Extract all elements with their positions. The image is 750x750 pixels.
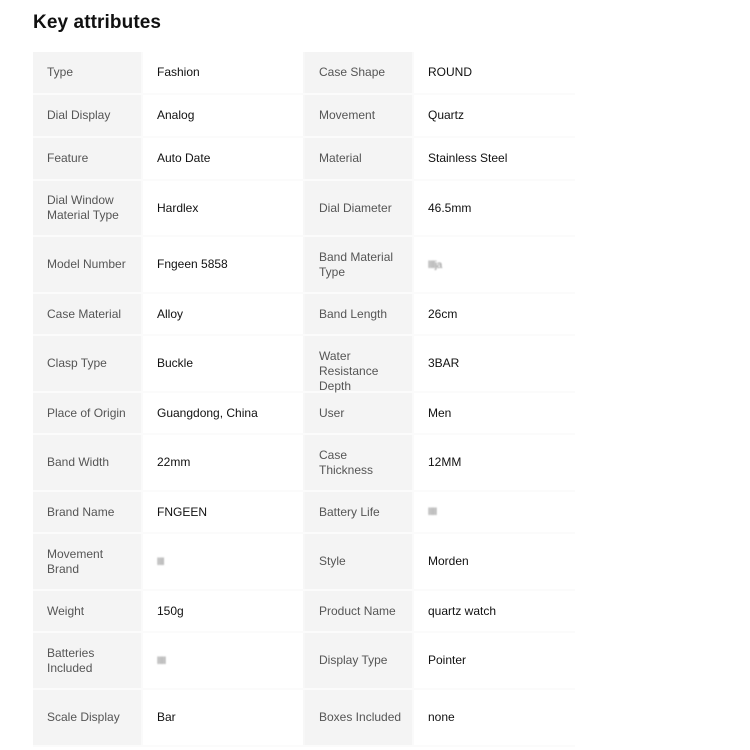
attribute-label [33, 335, 142, 392]
attribute-label [304, 632, 413, 689]
attribute-row [33, 392, 575, 434]
attribute-value [413, 335, 575, 392]
attribute-label [304, 180, 413, 236]
attribute-label-text: Display Type [319, 653, 388, 667]
attribute-value [142, 293, 304, 335]
attribute-label [33, 236, 142, 293]
attribute-row [33, 632, 575, 689]
attribute-value-text: Quartz [428, 108, 465, 122]
attributes-table-body [33, 52, 575, 746]
attribute-label [33, 137, 142, 180]
attribute-value [142, 533, 304, 590]
attribute-label-text: Case Material [47, 306, 122, 321]
attribute-label-text: Dial Diameter [319, 200, 392, 215]
attribute-value [413, 632, 575, 689]
attribute-row [33, 293, 575, 335]
attribute-value-text: 46.5mm [428, 200, 472, 215]
attribute-value-text: Auto Date [157, 151, 211, 165]
attribute-label-text: Band Material Type [319, 249, 394, 279]
attribute-label [33, 293, 142, 335]
attribute-value-text: 150g [157, 603, 184, 618]
attribute-value-text: Hardlex [157, 200, 199, 215]
attribute-value [413, 392, 575, 434]
attribute-row [33, 491, 575, 533]
attribute-value [413, 94, 575, 137]
attribute-row [33, 52, 575, 94]
attribute-label-text: Product Name [319, 603, 396, 618]
attribute-value [413, 434, 575, 491]
attribute-label [304, 335, 413, 392]
attribute-value-text: Fashion [157, 65, 200, 79]
attribute-value-text: 3BAR [428, 356, 460, 370]
attribute-value-text: Fngeen 5858 [157, 257, 228, 271]
section-heading: Key attributes [33, 12, 162, 33]
attribute-label-text: Case Shape [319, 65, 386, 79]
attribute-value [142, 94, 304, 137]
attribute-row [33, 94, 575, 137]
attribute-label [304, 491, 413, 533]
attribute-row [33, 137, 575, 180]
attribute-label-text: Place of Origin [47, 405, 126, 420]
attribute-label-text: Movement [319, 108, 376, 122]
attribute-value [142, 180, 304, 236]
attribute-label-text: Boxes Included [319, 710, 402, 724]
attribute-value [142, 632, 304, 689]
attribute-value-text: Alloy [157, 306, 184, 321]
attribute-label-text: Material [319, 151, 362, 165]
attribute-row [33, 533, 575, 590]
attribute-value-text: FNGEEN [157, 504, 208, 519]
attribute-label [33, 491, 142, 533]
attribute-label-text: Batteries Included [47, 645, 95, 675]
attribute-label-text: Brand Name [47, 504, 115, 519]
attribute-label-text: Band Length [319, 306, 388, 321]
attribute-label-text: Water Resistance Depth [319, 348, 379, 393]
attribute-value [413, 236, 575, 293]
attribute-value [413, 180, 575, 236]
attribute-label-text: Type [47, 65, 74, 79]
attribute-value [413, 137, 575, 180]
attribute-value [142, 689, 304, 746]
attribute-row [33, 434, 575, 491]
attribute-value-text: Stainless Steel [428, 151, 508, 165]
attributes-table [33, 52, 575, 747]
attribute-value-text: Guangdong, China [157, 405, 258, 420]
attribute-label-text: Weight [47, 603, 85, 618]
attribute-label [33, 392, 142, 434]
attribute-label-text: Band Width [47, 455, 110, 469]
attribute-value-text: none [428, 710, 455, 724]
attribute-label [304, 94, 413, 137]
attribute-label-text: Style [319, 554, 346, 568]
obscured-value: llll [157, 556, 164, 568]
attribute-value [413, 52, 575, 94]
attribute-value [142, 434, 304, 491]
attribute-value [413, 491, 575, 533]
attribute-value [142, 236, 304, 293]
attribute-label [33, 590, 142, 632]
attribute-value-text: quartz watch [428, 603, 497, 618]
attribute-value [142, 52, 304, 94]
attribute-label [33, 632, 142, 689]
attribute-label-text: Movement Brand [47, 546, 104, 576]
attribute-label-text: Feature [47, 151, 89, 165]
attribute-label [304, 434, 413, 491]
attribute-value-text: 26cm [428, 306, 458, 321]
attribute-label [304, 689, 413, 746]
attribute-label [304, 392, 413, 434]
attribute-row [33, 335, 575, 392]
attribute-label [33, 689, 142, 746]
attribute-value [413, 590, 575, 632]
attribute-value-text: Men [428, 405, 452, 420]
attribute-label [304, 137, 413, 180]
attribute-row [33, 236, 575, 293]
attribute-label-text: Model Number [47, 257, 126, 271]
obscured-value: lllll [428, 507, 437, 518]
attribute-value [142, 392, 304, 434]
obscured-value: lllll [157, 655, 166, 667]
attribute-value [142, 335, 304, 392]
attribute-row [33, 180, 575, 236]
attribute-label [33, 94, 142, 137]
attribute-value-text: 12MM [428, 455, 462, 469]
attribute-value [142, 590, 304, 632]
attribute-label [304, 52, 413, 94]
attribute-value-text: ROUND [428, 65, 472, 79]
attribute-value-text: Pointer [428, 653, 467, 667]
attribute-label [33, 434, 142, 491]
attribute-label [304, 533, 413, 590]
obscured-value: llllja [428, 259, 442, 271]
attribute-value [413, 293, 575, 335]
attribute-value-text: Buckle [157, 356, 194, 370]
attribute-label-text: Clasp Type [47, 356, 107, 370]
attribute-row [33, 590, 575, 632]
attribute-label [304, 236, 413, 293]
attribute-value-text: 22mm [157, 455, 191, 469]
attribute-label [304, 590, 413, 632]
attribute-value-text: Morden [428, 554, 469, 568]
attribute-label [33, 180, 142, 236]
attribute-label-text: Dial Display [47, 108, 111, 122]
attribute-label [33, 533, 142, 590]
attribute-label-text: Case Thickness [319, 447, 374, 477]
attribute-label-text: Dial Window Material Type [47, 193, 119, 222]
attribute-value [142, 491, 304, 533]
attribute-label-text: Battery Life [319, 504, 380, 519]
attribute-value-text: Analog [157, 108, 195, 122]
attribute-value [413, 533, 575, 590]
attribute-value [413, 689, 575, 746]
attribute-value [142, 137, 304, 180]
attribute-label-text: User [319, 405, 345, 420]
attribute-label-text: Scale Display [47, 710, 120, 724]
attribute-value-text: Bar [157, 710, 176, 724]
attribute-label [304, 293, 413, 335]
attribute-row [33, 689, 575, 746]
attribute-label [33, 52, 142, 94]
